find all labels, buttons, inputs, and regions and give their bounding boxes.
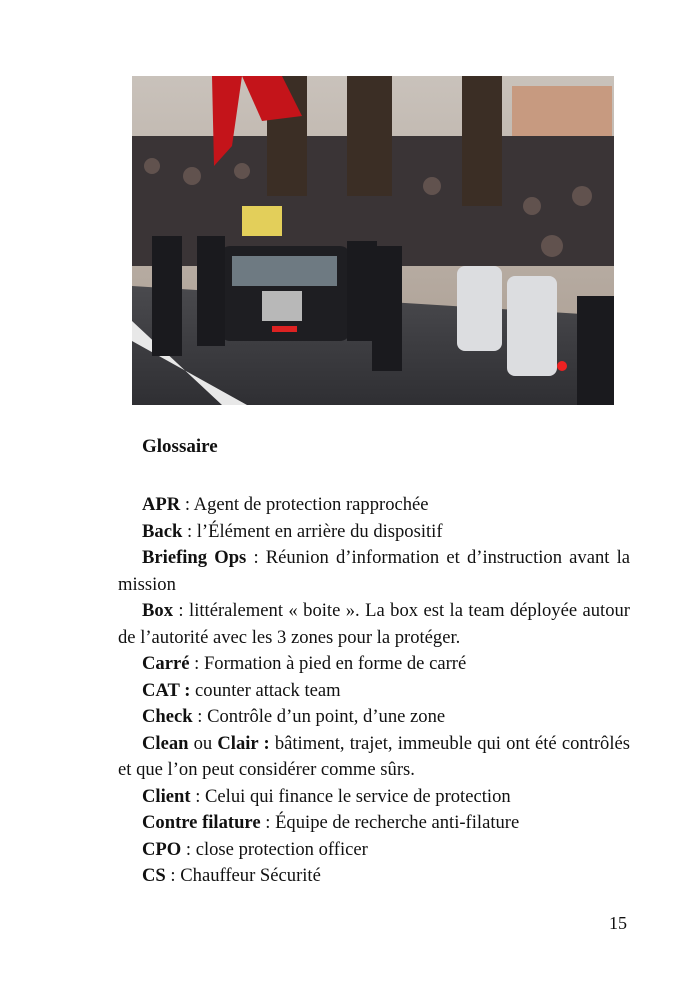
glossary-term: Briefing Ops [142,547,247,568]
glossary-definition: Chauffeur Sécurité [180,865,321,886]
glossary-term: Client [142,785,191,807]
glossary-definition: bâtiment, trajet, immeuble qui ont été contrôlés et que l’on peut considérer comme sûrs. [118,732,630,780]
glossary-entry [118,651,630,678]
motorcade-photo [132,76,614,405]
glossary-term: CS [142,865,166,886]
glossary-term: Back [142,520,183,542]
glossary-entry [118,704,630,731]
glossary-entry [118,784,630,811]
separator: : [190,785,206,807]
glossary-entry [118,731,630,784]
glossary-term: Carré [142,653,190,674]
glossary-definition: Formation à pied en forme de carré [203,653,467,674]
glossary-entry [118,519,630,546]
glossary-entry [118,545,630,598]
glossary-definition: Celui qui finance le service de protection [205,785,511,807]
glossary-term: Contre filature [142,812,261,833]
glossary-definition: l’Élément en arrière du dispositif [196,520,443,542]
glossary-definition: Équipe de recherche anti-filature [275,812,520,833]
glossary-entry [118,837,630,864]
page-number: 15 [609,913,627,933]
separator: : [189,653,204,674]
glossary-term: CAT : [142,679,191,701]
glossary-term: Box [142,600,173,621]
glossary-definition: Contrôle d’un point, d’une zone [207,706,446,727]
glossary-entry [118,598,630,651]
separator: : [260,812,276,833]
glossary-term: Clean [142,732,189,754]
separator: : [181,838,196,860]
glossary-term: Clair : [217,732,270,754]
glossary-term: APR [142,494,181,515]
glossary-definition: close protection officer [195,838,368,860]
separator: : [182,520,197,542]
separator: : [192,706,208,727]
glossary-title: Glossaire [142,436,218,457]
separator: : [246,547,266,568]
glossary-definition: littéralement « boite ». La box est la team déployée autour de l’autorité avec les 3 zones pour la protéger. [118,600,631,648]
separator: : [180,494,194,515]
glossary-term: Check [142,706,193,727]
separator: ou [188,732,218,754]
glossary-definition: Réunion d’information et d’instruction avant la mission [118,547,630,595]
separator: : [173,600,190,621]
glossary-term: CPO [142,838,182,860]
glossary-definition: Agent de protection rapprochée [193,494,429,515]
glossary-entry [118,810,630,837]
glossary-definition: counter attack team [195,679,341,701]
glossary-entry [118,678,630,705]
glossary-list [118,492,630,890]
glossary-entry [118,863,630,890]
glossary-entry [118,492,630,519]
separator: : [165,865,181,886]
